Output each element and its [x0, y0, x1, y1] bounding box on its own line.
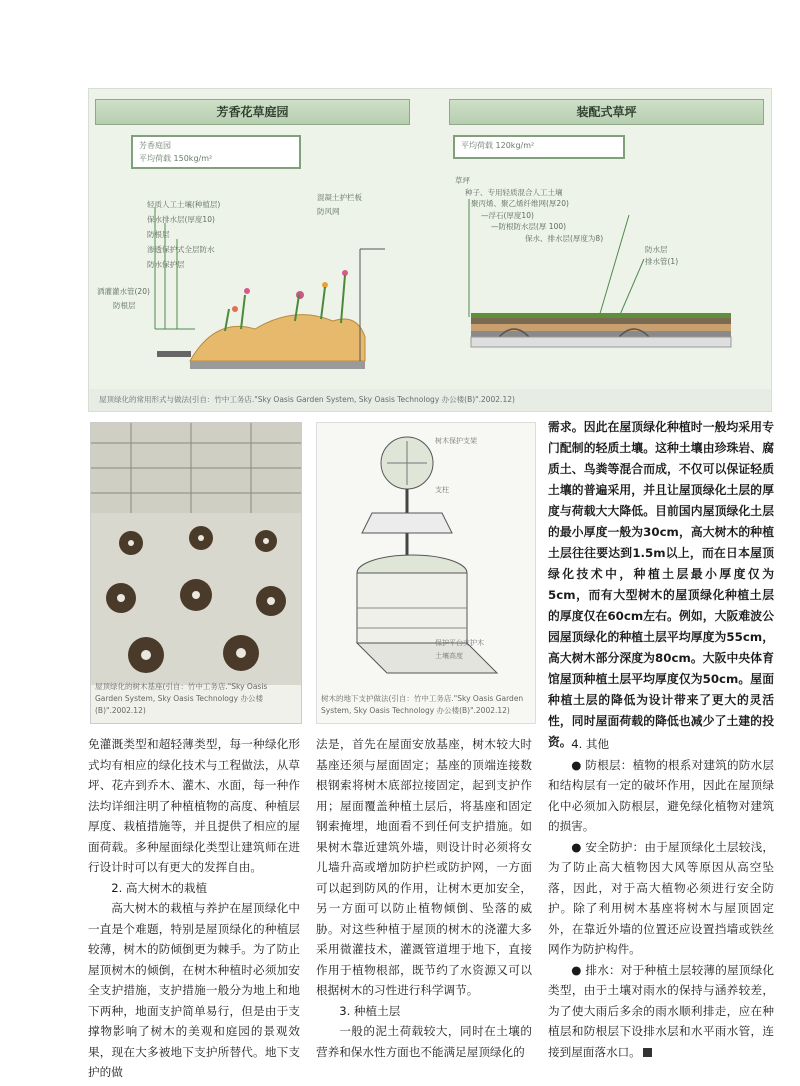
support-labels: [435, 435, 484, 663]
fragrant-garden-title: 芳香花草庭园: [95, 99, 410, 125]
top-figure-caption: 屋顶绿化的常用形式与做法(引自：竹中工务店."Sky Oasis Garden System, Sky Oasis Technology 办公楼(B)".2002.12): [89, 389, 771, 411]
column-3: [548, 734, 774, 1062]
layer-label: 轻质人工土壤(种植层): [147, 200, 221, 209]
layer-label: 保水、排水层(厚度为8): [525, 233, 604, 243]
underground-support-drawing: [316, 422, 536, 724]
fragrant-garden-panel: [95, 99, 410, 381]
turf-section-drawing: [449, 99, 764, 381]
load-box-line: 平均荷载 120kg/m²: [461, 141, 535, 150]
layer-label: —防根防水层(厚 100): [491, 222, 567, 231]
layer-label: 防根层: [147, 230, 170, 239]
support-label: 土壤高度: [435, 652, 463, 660]
paragraph: 高大树木的栽植与养护在屋顶绿化中一直是个难题，特别是屋顶绿化的种植层较薄，树木的防倾倒更为棘手。为了防止屋顶树木的倾倒，在树木种植时必须加安全支护措施，支护措施一般分为地上和地下两种，地面支护简单易行，但是由于支撑物影响了树木的美观和庭园的景观效果，现在大多被地下支护所替代。地下支护的做: [88, 901, 300, 1079]
layer-label: 防水层: [645, 245, 668, 254]
load-box-line: 平均荷载 150kg/m²: [139, 154, 213, 163]
support-label: 树木保护支架: [435, 437, 477, 445]
bullet-paragraph: ● 排水：对于种植土层较薄的屋顶绿化类型，由于土壤对雨水的保持与涵养较差，为了使大雨后多余的雨水顺利排走，应在种植层和防根层下设排水层和水平雨水管，连接到屋面落水口。: [548, 962, 774, 1059]
column-1: [88, 734, 300, 1083]
layer-label: 防水保护层: [147, 260, 185, 269]
underground-support-caption: 树木的地下支护做法(引自：竹中工务店."Sky Oasis Garden System, Sky Oasis Technology 办公楼(B)".2002.12): [321, 694, 524, 715]
tree-base-photo: [90, 422, 302, 724]
layer-label: 混凝土护栏板: [317, 193, 362, 202]
tree-base-photo-image: [91, 423, 301, 685]
layer-label: 聚丙烯、聚乙烯纤维网(厚20): [471, 199, 569, 208]
bullet-paragraph: ● 防根层：植物的根系对建筑的防水层和结构层有一定的破坏作用，因此在屋顶绿化中必须加入防根层，避免绿化植物对建筑的损害。: [548, 757, 774, 833]
paragraph: 法是，首先在屋面安放基座，树木较大时基座还须与屋面固定；基座的顶端连接数根钢索将树木底部拉接固定，起到支护作用；屋面覆盖种植土层后，将基座和固定钢索掩埋，地面看不到任何支护措施。如果树木靠近建筑外墙，则设计时必须将女儿墙升高或增加防护栏或防护网，一方面可以起到防风的作用，让树木更加安全，另一方面可以防止植物倾倒、坠落的威胁。对这些种植于屋顶的树木的浇灌大多采用微灌技术，灌溉管道埋于地下，直接作用于植物根部，既节约了水资源又可以根据树木的习性进行科学调节。: [316, 737, 532, 997]
layer-label: 渗透保护式全层防水: [147, 245, 215, 254]
paragraph: 一般的泥土荷载较大，同时在土壤的营养和保水性方面也不能满足屋顶绿化的: [316, 1024, 532, 1059]
support-label: 保护平台支护木: [435, 639, 484, 647]
paragraph: 免灌溉类型和超轻薄类型，每一种绿化形式均有相应的绿化技术与工程做法，从草坪、花卉到乔木、灌木、水面，每一种作法均详细注明了种植植物的高度、种植层厚度、栽植措施等，并且提供了相应的屋面荷载。多种屋面绿化类型让建筑师在进行设计时可以有更大的发挥自由。: [88, 737, 300, 874]
layer-label: 草坪: [455, 176, 470, 185]
roof-garden-figure: [88, 88, 772, 412]
turf-panel: [449, 99, 764, 381]
layer-label: 保水排水层(厚度10): [147, 215, 215, 224]
layer-label: 防风网: [317, 207, 340, 216]
fragrant-garden-section-drawing: [95, 99, 410, 381]
turf-title: 装配式草坪: [449, 99, 764, 125]
tree-base-photo-caption: 屋顶绿化的树木基座(引自：竹中工务店."Sky Oasis Garden System, Sky Oasis Technology 办公楼(B)".2002.12): [95, 682, 268, 715]
end-mark-icon: [643, 1048, 652, 1057]
paragraph: 需求。因此在屋顶绿化种植时一般均采用专门配制的轻质土壤。这种土壤由珍珠岩、腐质土、鸟粪等混合而成，不仅可以保证轻质土壤的普遍采用，并且让屋顶绿化土层的厚度与荷载大大降低。目前国内屋顶绿化土层的最小厚度一般为30cm，高大树木的种植土层往往要达到1.5m以上，而在日本屋顶绿化技术中，种植土层最小厚度仅为5cm，而有大型树木的屋顶绿化种植土层的厚度仅在60cm左右。例如，大阪难波公园屋顶绿化的种植土层平均厚度为55cm，高大树木部分深度为80cm。大阪中央体育馆屋顶种植土层平均厚度仅为50cm。屋面种植土层的降低为设计带来了更大的灵活性，同时屋面荷载的降低也减少了土建的投资。: [548, 420, 774, 749]
section-heading: 3. 种植土层: [339, 1003, 401, 1018]
layer-label: —浮石(厚度10): [481, 210, 534, 220]
bullet-paragraph: ● 安全防护：由于屋顶绿化土层较浅，为了防止高大植物因大风等原因从高空坠落，因此，对于高大植物必须进行安全防护。除了利用树木基座将树木与屋顶固定外，在靠近外墙的位置还应设置挡墙或铁丝网作为防护构件。: [548, 839, 774, 956]
layer-label: 排水管(1): [645, 256, 679, 266]
column-2: [316, 734, 532, 1062]
section-heading: 4. 其他: [571, 737, 610, 751]
layer-label: 洒灌灌水管(20): [97, 287, 150, 296]
underground-support-image: [317, 423, 535, 685]
layer-label: 防根层: [113, 301, 136, 310]
load-box-line: 芳香庭园: [139, 141, 171, 150]
support-label: 支柱: [435, 486, 449, 494]
section-heading: 2. 高大树木的栽植: [111, 880, 208, 895]
layer-label: 种子、专用轻质混合人工土壤: [465, 187, 563, 197]
right-top-column: [548, 417, 774, 753]
